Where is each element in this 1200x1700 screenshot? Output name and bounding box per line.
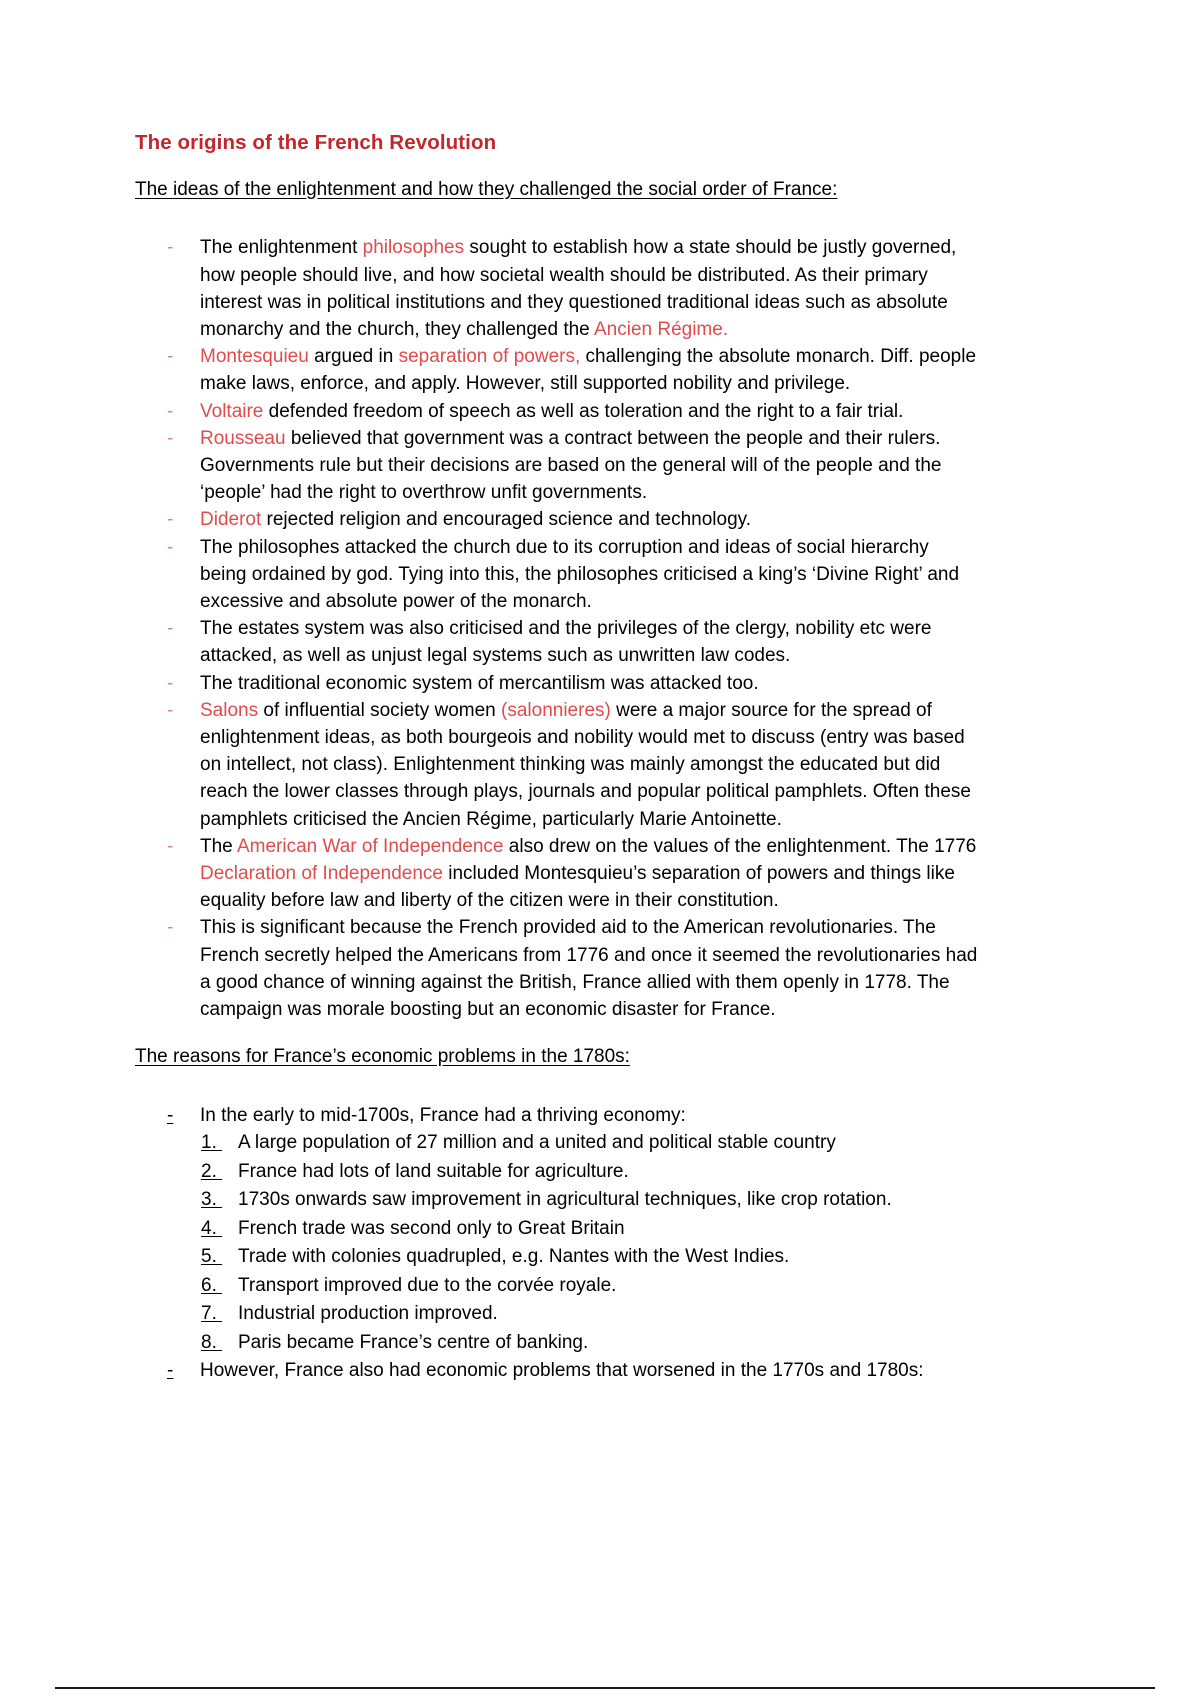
list-item xyxy=(135,697,980,833)
list-item-text xyxy=(200,836,976,911)
body-text: The estates system was also criticised and the privileges of the clergy, nobility etc were attacked, as well as unjust legal systems such as unwritten law codes. xyxy=(200,618,932,667)
body-text: believed that government was a contract between the people and their rulers. Governments rule but their decisions are based on the general will of the people and the ‘people’ had the right to overthrow unfit governments. xyxy=(200,427,942,504)
list-item-text xyxy=(200,346,976,394)
body-text: were a major source for the spread of enlightenment ideas, as both bourgeois and nobility would met to discuss (entry was based on intellect, not class). Enlightenment thinking was mainly amongst the educated but did reach the lower classes through plays, journals and popular political pamphlets. Often these pamphlets criticised the Ancien Régime, particularly Marie Antoinette. xyxy=(200,699,971,830)
page-title: The origins of the French Revolution xyxy=(135,131,497,154)
bullet-marker-icon: - xyxy=(167,427,174,449)
list-number: 1. xyxy=(201,1132,223,1154)
list-item xyxy=(135,914,980,1023)
section-2-heading-wrap xyxy=(135,1045,980,1086)
numbered-item-text: A large population of 27 million and a united and political stable country xyxy=(238,1132,836,1154)
list-item-text xyxy=(200,237,956,340)
numbered-list-item xyxy=(135,1129,980,1158)
body-text: defended freedom of speech as well as toleration and the right to a fair trial. xyxy=(263,400,904,422)
body-text: also drew on the values of the enlightenment. The 1776 xyxy=(503,835,977,857)
list-number: 6. xyxy=(201,1274,223,1296)
list-item xyxy=(135,398,980,425)
bullet-marker-icon: - xyxy=(167,509,174,531)
list-number: 3. xyxy=(201,1189,223,1211)
numbered-item-text: Transport improved due to the corvée royale. xyxy=(238,1274,617,1296)
numbered-list-item xyxy=(135,1158,980,1187)
list-number: 5. xyxy=(201,1246,223,1268)
list-item xyxy=(135,1102,980,1129)
bullet-marker-icon: - xyxy=(167,917,174,939)
numbered-list-item xyxy=(135,1243,980,1272)
highlighted-term: Declaration of Independence xyxy=(200,862,443,884)
bullet-marker-icon: - xyxy=(167,672,174,694)
list-item xyxy=(135,615,980,669)
numbered-item-text: French trade was second only to Great Britain xyxy=(238,1217,625,1239)
body-text: sought to establish how a state should be justly governed, how people should live, and how societal wealth should be distributed. As their primary interest was in political institutions and they questioned traditional ideas such as absolute monarchy and the church, they challenged the xyxy=(200,237,957,340)
bullet-marker-icon: - xyxy=(167,618,174,640)
highlighted-term: Salons xyxy=(200,699,259,721)
highlighted-term: separation of powers, xyxy=(398,346,581,368)
bullet-marker-icon: - xyxy=(167,699,174,721)
section-heading-enlightenment: The ideas of the enlightenment and how they challenged the social order of France: xyxy=(135,178,838,200)
economy-lead-list xyxy=(135,1102,980,1129)
body-text: This is significant because the French provided aid to the American revolutionaries. The French secretly helped the Americans from 1776 and once it seemed the revolutionaries had a good chance of winning against the British, France allied with them openly in 1778. The campaign was morale boosting but an economic disaster for France. xyxy=(200,917,978,1020)
numbered-list-item xyxy=(135,1329,980,1358)
list-number: 4. xyxy=(201,1217,223,1239)
list-item-text xyxy=(200,401,903,422)
section-heading-economy: The reasons for France’s economic problems in the 1780s: xyxy=(135,1046,630,1068)
numbered-list-item xyxy=(135,1272,980,1301)
list-number: 2. xyxy=(201,1160,223,1182)
list-item-text xyxy=(200,618,931,666)
bullet-marker-icon: - xyxy=(167,346,174,368)
list-item xyxy=(135,234,980,343)
footer-divider xyxy=(55,1687,1155,1689)
list-item-text xyxy=(200,428,941,503)
highlighted-term: Ancien Régime. xyxy=(593,318,729,340)
bullet-marker-icon: - xyxy=(167,237,174,259)
numbered-list-item xyxy=(135,1186,980,1215)
list-number: 7. xyxy=(201,1303,223,1325)
enlightenment-bullet-list xyxy=(135,234,980,1023)
body-text: The traditional economic system of mercantilism was attacked too. xyxy=(200,672,759,694)
list-item-text: However, France also had economic problems that worsened in the 1770s and 1780s: xyxy=(200,1360,924,1382)
body-text: of influential society women xyxy=(258,699,502,721)
numbered-list-item xyxy=(135,1215,980,1244)
body-text: included Montesquieu’s separation of powers and things like equality before law and liberty of the citizen were in their constitution. xyxy=(200,862,955,912)
numbered-item-text: France had lots of land suitable for agriculture. xyxy=(238,1160,629,1182)
list-item xyxy=(135,833,980,915)
body-text: The xyxy=(200,835,237,857)
highlighted-term: Diderot xyxy=(200,509,262,531)
list-item xyxy=(135,425,980,507)
section-1-heading-wrap xyxy=(135,178,980,219)
list-item-text xyxy=(200,537,959,612)
numbered-item-text: Paris became France’s centre of banking. xyxy=(238,1331,589,1353)
list-item xyxy=(135,534,980,616)
numbered-list-item xyxy=(135,1300,980,1329)
list-number: 8. xyxy=(201,1331,223,1353)
numbered-item-text: Trade with colonies quadrupled, e.g. Nantes with the West Indies. xyxy=(238,1246,790,1268)
list-item-text xyxy=(200,700,971,830)
body-text: challenging the absolute monarch. Diff. people make laws, enforce, and apply. However, still supported nobility and privilege. xyxy=(200,346,977,395)
list-item xyxy=(135,506,980,533)
economy-closing-list xyxy=(135,1357,980,1384)
list-item xyxy=(135,1357,980,1384)
bullet-marker-icon: - xyxy=(167,400,174,422)
body-text: argued in xyxy=(308,346,399,368)
highlighted-term: Voltaire xyxy=(200,400,264,422)
highlighted-term: (salonnieres) xyxy=(501,699,611,721)
bullet-marker-icon: - xyxy=(167,1104,174,1126)
document-content xyxy=(135,130,980,1384)
list-item-text xyxy=(200,917,977,1020)
list-item-text xyxy=(200,673,759,694)
numbered-item-text: 1730s onwards saw improvement in agricultural techniques, like crop rotation. xyxy=(238,1189,892,1211)
body-text: The enlightenment xyxy=(200,237,363,259)
highlighted-term: Rousseau xyxy=(200,427,286,449)
list-item-text xyxy=(200,509,751,530)
list-item xyxy=(135,343,980,397)
body-text: rejected religion and encouraged science and technology. xyxy=(261,509,752,531)
list-item xyxy=(135,670,980,697)
bullet-marker-icon: - xyxy=(167,1360,174,1382)
highlighted-term: philosophes xyxy=(362,237,465,259)
highlighted-term: Montesquieu xyxy=(200,346,309,368)
body-text: The philosophes attacked the church due to its corruption and ideas of social hierarchy being ordained by god. Tying into this, the philosophes criticised a king’s ‘Divine Right’ and excessive and absolute power of the monarch. xyxy=(200,536,960,612)
list-item-text: In the early to mid-1700s, France had a thriving economy: xyxy=(200,1104,686,1126)
bullet-marker-icon: - xyxy=(167,536,174,558)
economy-numbered-list xyxy=(135,1129,980,1357)
highlighted-term: American War of Independence xyxy=(236,835,504,857)
numbered-item-text: Industrial production improved. xyxy=(238,1303,498,1325)
bullet-marker-icon: - xyxy=(167,835,174,857)
